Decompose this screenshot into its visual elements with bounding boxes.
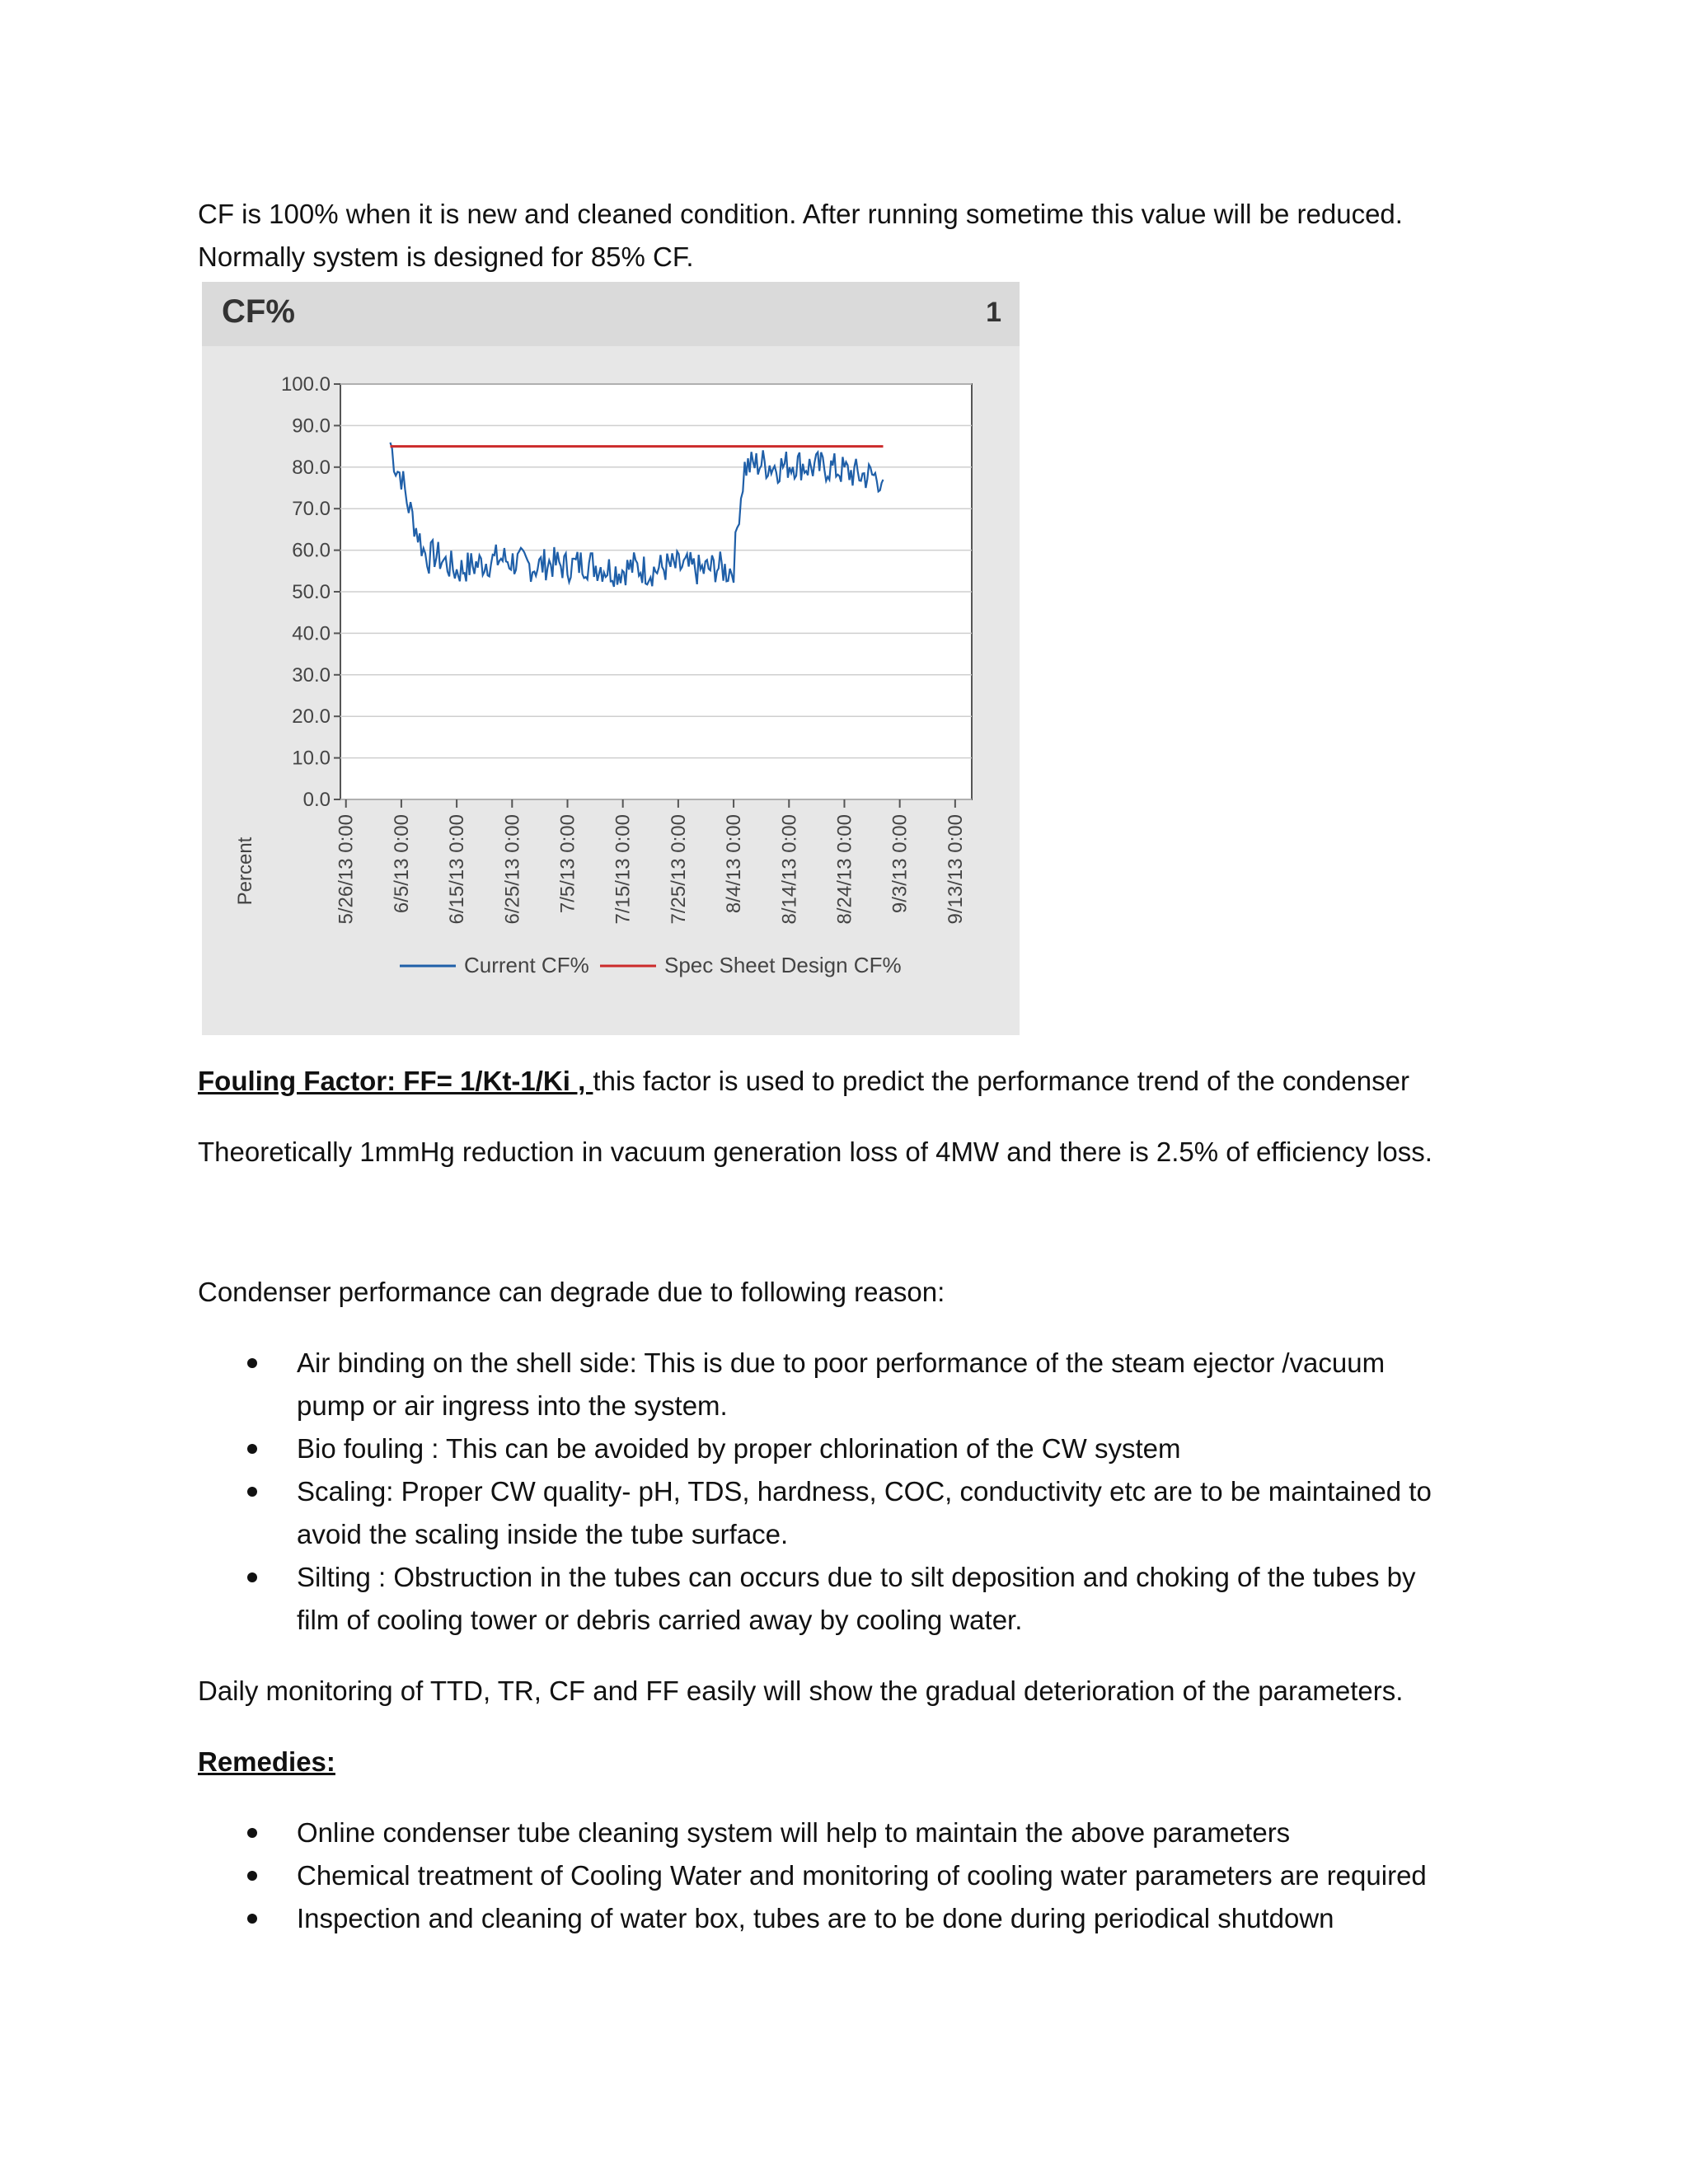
remedies-heading — [198, 1741, 335, 1783]
x-tick-label: 9/3/13 0:00 — [889, 814, 912, 914]
fouling-factor-text: this factor is used to predict the performance trend of the condenser — [593, 1066, 1409, 1096]
intro-line-1: CF is 100% when it is new and cleaned condition. After running sometime this value will be reduced. — [198, 199, 1403, 229]
x-tick-label: 9/13/13 0:00 — [944, 813, 967, 925]
y-tick-label: 40.0 — [292, 622, 331, 645]
y-tick-label: 90.0 — [292, 415, 331, 438]
chart-page-number: 1 — [986, 297, 1001, 328]
x-tick-label: 6/25/13 0:00 — [501, 814, 524, 925]
list-item-text: pump or air ingress into the system. — [297, 1390, 728, 1421]
cf-chart-panel — [202, 282, 1020, 1035]
y-tick-label: 10.0 — [292, 747, 331, 770]
legend-label: Current CF% — [464, 953, 589, 977]
cf-line-chart — [202, 282, 1020, 1035]
x-tick-label: 5/26/13 0:00 — [335, 814, 358, 925]
x-tick-label: 7/5/13 0:00 — [556, 814, 579, 914]
y-tick-label: 60.0 — [292, 539, 331, 562]
x-tick-label: 7/25/13 0:00 — [667, 814, 690, 925]
fouling-factor-line — [198, 1060, 1409, 1103]
x-tick-label: 7/15/13 0:00 — [612, 814, 635, 925]
list-item — [198, 1470, 1432, 1556]
bullet-icon — [247, 1914, 257, 1924]
list-item-text: Air binding on the shell side: This is due to poor performance of the steam ejector /vacuum — [297, 1347, 1386, 1378]
y-tick-label: 20.0 — [292, 705, 331, 729]
bullet-icon — [247, 1572, 257, 1582]
list-item — [198, 1811, 1427, 1854]
bullet-icon — [247, 1444, 257, 1454]
x-tick-label: 6/5/13 0:00 — [390, 814, 413, 914]
x-tick-label: 8/24/13 0:00 — [833, 814, 856, 925]
x-tick-label: 8/4/13 0:00 — [723, 814, 746, 914]
theory-line: Theoretically 1mmHg reduction in vacuum generation loss of 4MW and there is 2.5% of efficiency loss. — [198, 1137, 1432, 1167]
degrade-intro: Condenser performance can degrade due to following reason: — [198, 1277, 945, 1307]
y-tick-label: 100.0 — [280, 373, 331, 396]
reasons-list — [198, 1342, 1432, 1642]
remedies-list — [198, 1811, 1427, 1940]
list-item — [198, 1854, 1427, 1897]
y-tick-label: 30.0 — [292, 663, 331, 687]
y-axis-label: Percent — [234, 837, 256, 906]
list-item-text: Scaling: Proper CW quality- pH, TDS, hardness, COC, conductivity etc are to be maintained to — [297, 1476, 1432, 1507]
y-tick-label: 0.0 — [302, 789, 331, 811]
list-item-text: Bio fouling : This can be avoided by proper chlorination of the CW system — [297, 1433, 1181, 1464]
x-tick-label: 8/14/13 0:00 — [778, 814, 801, 925]
legend-label: Spec Sheet Design CF% — [664, 953, 902, 977]
chart-title: CF% — [222, 293, 295, 330]
list-item — [198, 1427, 1432, 1470]
list-item-text: Chemical treatment of Cooling Water and monitoring of cooling water parameters are required — [297, 1860, 1427, 1891]
list-item — [198, 1897, 1427, 1940]
remedies-title: Remedies: — [198, 1746, 335, 1777]
x-tick-label: 6/15/13 0:00 — [446, 814, 469, 925]
list-item-text: Silting : Obstruction in the tubes can occurs due to silt deposition and choking of the tubes by — [297, 1562, 1416, 1592]
bullet-icon — [247, 1828, 257, 1838]
daily-monitoring-line: Daily monitoring of TTD, TR, CF and FF easily will show the gradual deterioration of the parameters. — [198, 1675, 1404, 1706]
fouling-factor-formula: Fouling Factor: FF= 1/Kt-1/Ki , — [198, 1066, 593, 1096]
bullet-icon — [247, 1487, 257, 1497]
list-item-text: Online condenser tube cleaning system will help to maintain the above parameters — [297, 1817, 1291, 1848]
list-item-text: Inspection and cleaning of water box, tubes are to be done during periodical shutdown — [297, 1903, 1334, 1933]
y-tick-label: 80.0 — [292, 456, 331, 479]
intro-line-2: Normally system is designed for 85% CF. — [198, 241, 694, 272]
list-item-text: avoid the scaling inside the tube surface. — [297, 1519, 789, 1549]
list-item — [198, 1342, 1432, 1427]
y-tick-label: 50.0 — [292, 581, 331, 603]
bullet-icon — [247, 1871, 257, 1881]
list-item — [198, 1556, 1432, 1642]
y-tick-label: 70.0 — [292, 498, 331, 521]
bullet-icon — [247, 1358, 257, 1368]
list-item-text: film of cooling tower or debris carried away by cooling water. — [297, 1605, 1023, 1635]
